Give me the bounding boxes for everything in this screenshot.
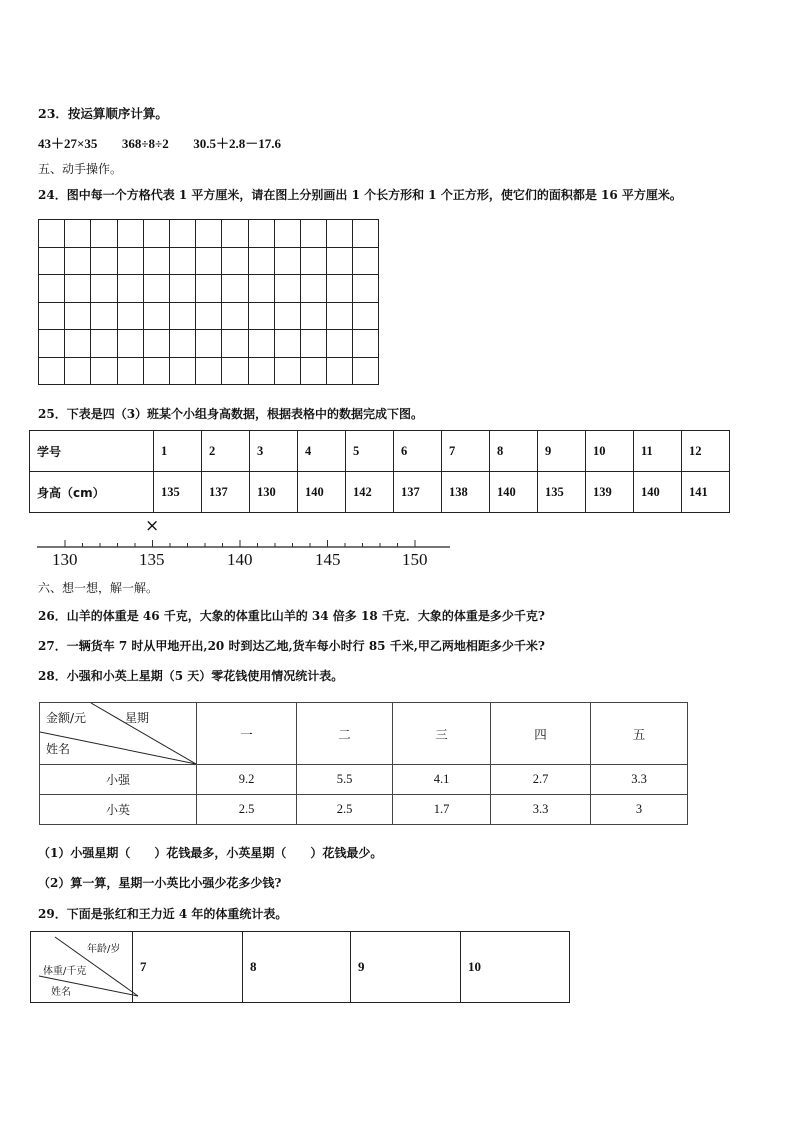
cell-height: 137	[202, 472, 250, 513]
grid-cell[interactable]	[300, 220, 326, 248]
cell-value: 2.5	[297, 795, 393, 825]
grid-cell[interactable]	[353, 220, 379, 248]
grid-cell[interactable]	[274, 275, 300, 303]
q27-text: 27．一辆货车 7 时从甲地开出,20 时到达乙地,货车每小时行 85 千米,甲乙两地相距多少千米?	[38, 639, 545, 653]
age-header: 8	[243, 932, 351, 1003]
grid-cell[interactable]	[39, 220, 65, 248]
cell-height: 135	[154, 472, 202, 513]
q28-subquestion-1: （1）小强星期（ ）花钱最多，小英星期（ ）花钱最少。	[38, 846, 383, 860]
grid-cell[interactable]	[222, 275, 248, 303]
grid-row	[39, 220, 379, 248]
grid-cell[interactable]	[65, 357, 91, 385]
grid-cell[interactable]	[65, 302, 91, 330]
row-label-id: 学号	[30, 431, 154, 472]
table-row-ids	[30, 431, 730, 472]
grid-cell[interactable]	[143, 330, 169, 358]
table-row	[40, 765, 688, 795]
cell-height: 138	[442, 472, 490, 513]
cell-id: 3	[250, 431, 298, 472]
corner-label-name: 姓名	[51, 987, 71, 998]
cell-id: 8	[490, 431, 538, 472]
grid-cell[interactable]	[327, 302, 353, 330]
cell-id: 12	[682, 431, 730, 472]
cell-height: 139	[586, 472, 634, 513]
q23-expression-2: 368÷8÷2	[121, 136, 169, 151]
cell-value: 5.5	[297, 765, 393, 795]
cell-id: 9	[538, 431, 586, 472]
table-row-heights	[30, 472, 730, 513]
cell-value: 3.3	[591, 765, 688, 795]
day-header: 五	[591, 703, 688, 765]
corner-label-name: 姓名	[46, 742, 71, 756]
grid-cell[interactable]	[300, 357, 326, 385]
grid-cell[interactable]	[248, 330, 274, 358]
cell-height: 130	[250, 472, 298, 513]
table-header-row	[31, 932, 570, 1003]
grid-cell[interactable]	[353, 275, 379, 303]
grid-cell[interactable]	[169, 220, 195, 248]
grid-cell[interactable]	[353, 247, 379, 275]
grid-cell[interactable]	[353, 357, 379, 385]
grid-cell[interactable]	[143, 247, 169, 275]
grid-cell[interactable]	[91, 302, 117, 330]
grid-cell[interactable]	[91, 275, 117, 303]
grid-cell[interactable]	[327, 275, 353, 303]
q23-expression-1: 43＋27×35	[38, 136, 98, 151]
day-header: 三	[393, 703, 491, 765]
tick-label-140: 140	[227, 550, 253, 569]
corner-label-amount: 金额/元	[46, 711, 87, 725]
grid-cell[interactable]	[196, 302, 222, 330]
corner-label-weekday: 星期	[125, 711, 150, 725]
q28-title: 28．小强和小英上星期（5 天）零花钱使用情况统计表。	[38, 669, 344, 683]
q26-text: 26．山羊的体重是 46 千克，大象的体重比山羊的 34 倍多 18 千克．大象的体重是多少千克?	[38, 609, 545, 623]
cell-id: 1	[154, 431, 202, 472]
grid-cell[interactable]	[274, 220, 300, 248]
corner-header-cell	[40, 703, 197, 765]
grid-cell[interactable]	[143, 275, 169, 303]
grid-cell[interactable]	[143, 302, 169, 330]
grid-cell[interactable]	[117, 247, 143, 275]
grid-cell[interactable]	[274, 357, 300, 385]
grid-cell[interactable]	[91, 330, 117, 358]
grid-cell[interactable]	[327, 220, 353, 248]
grid-cell[interactable]	[169, 247, 195, 275]
grid-cell[interactable]	[39, 302, 65, 330]
cell-height: 141	[682, 472, 730, 513]
grid-cell[interactable]	[117, 330, 143, 358]
height-table	[29, 430, 730, 513]
q28-subquestion-2: （2）算一算，星期一小英比小强少花多少钱?	[38, 876, 282, 890]
grid-cell[interactable]	[300, 330, 326, 358]
grid-row	[39, 357, 379, 385]
grid-cell[interactable]	[91, 357, 117, 385]
cell-value: 3	[591, 795, 688, 825]
grid-cell[interactable]	[196, 247, 222, 275]
grid-cell[interactable]	[117, 220, 143, 248]
grid-cell[interactable]	[248, 220, 274, 248]
cell-height: 140	[634, 472, 682, 513]
grid-cell[interactable]	[353, 302, 379, 330]
corner-label-weight: 体重/千克	[43, 966, 87, 977]
grid-cell[interactable]	[274, 247, 300, 275]
grid-cell[interactable]	[39, 275, 65, 303]
section-5-heading: 五、动手操作。	[38, 162, 123, 176]
grid-cell[interactable]	[300, 302, 326, 330]
day-header: 二	[297, 703, 393, 765]
weight-table	[30, 931, 570, 1003]
cell-value: 2.5	[197, 795, 297, 825]
table-header-row	[40, 703, 688, 765]
grid-cell[interactable]	[248, 302, 274, 330]
grid-cell[interactable]	[91, 247, 117, 275]
grid-cell[interactable]	[196, 330, 222, 358]
grid-cell[interactable]	[196, 220, 222, 248]
age-header: 10	[461, 932, 570, 1003]
cell-height: 140	[490, 472, 538, 513]
grid-cell[interactable]	[274, 302, 300, 330]
q23-expressions	[38, 136, 281, 152]
cell-value: 2.7	[491, 765, 591, 795]
table-row	[40, 795, 688, 825]
grid-cell[interactable]	[169, 302, 195, 330]
tick-label-145: 145	[315, 550, 341, 569]
grid-row	[39, 275, 379, 303]
grid-cell[interactable]	[327, 330, 353, 358]
row-name: 小英	[40, 795, 197, 825]
q24-title: 24．图中每一个方格代表 1 平方厘米，请在图上分别画出 1 个长方形和 1 个正方形，使它们的面积都是 16 平方厘米。	[38, 188, 682, 202]
cross-mark-icon: ×	[145, 516, 160, 536]
q23-title: 23．按运算顺序计算。	[38, 106, 168, 121]
tick-label-130: 130	[52, 550, 78, 569]
grid-cell[interactable]	[248, 247, 274, 275]
grid-cell[interactable]	[327, 247, 353, 275]
cell-id: 11	[634, 431, 682, 472]
grid-cell[interactable]	[353, 330, 379, 358]
day-header: 一	[197, 703, 297, 765]
age-header: 9	[351, 932, 461, 1003]
day-header: 四	[491, 703, 591, 765]
grid-cell[interactable]	[169, 330, 195, 358]
cell-id: 6	[394, 431, 442, 472]
grid-cell[interactable]	[300, 275, 326, 303]
grid-cell[interactable]	[117, 357, 143, 385]
grid-cell[interactable]	[222, 247, 248, 275]
grid-row	[39, 247, 379, 275]
grid-cell[interactable]	[169, 275, 195, 303]
grid-cell[interactable]	[91, 220, 117, 248]
grid-cell[interactable]	[39, 330, 65, 358]
grid-cell[interactable]	[274, 330, 300, 358]
grid-cell[interactable]	[248, 275, 274, 303]
cell-height: 140	[298, 472, 346, 513]
grid-cell[interactable]	[222, 220, 248, 248]
grid-cell[interactable]	[117, 275, 143, 303]
cell-id: 10	[586, 431, 634, 472]
cell-value: 4.1	[393, 765, 491, 795]
grid-cell[interactable]	[222, 330, 248, 358]
allowance-table	[39, 702, 688, 825]
grid-cell[interactable]	[65, 247, 91, 275]
grid-cell[interactable]	[196, 275, 222, 303]
grid-cell[interactable]	[65, 330, 91, 358]
cell-value: 1.7	[393, 795, 491, 825]
grid-cell[interactable]	[39, 247, 65, 275]
grid-cell[interactable]	[327, 357, 353, 385]
q23-expression-3: 30.5＋2.8－17.6	[193, 136, 281, 151]
cell-value: 3.3	[491, 795, 591, 825]
cell-id: 4	[298, 431, 346, 472]
grid-cell[interactable]	[143, 357, 169, 385]
grid-cell[interactable]	[248, 357, 274, 385]
corner-label-age: 年龄/岁	[87, 944, 121, 955]
grid-cell[interactable]	[143, 220, 169, 248]
cell-height: 142	[346, 472, 394, 513]
grid-row	[39, 302, 379, 330]
cell-id: 7	[442, 431, 490, 472]
row-label-height: 身高（cm）	[30, 472, 154, 513]
q29-title: 29．下面是张红和王力近 4 年的体重统计表。	[38, 907, 288, 921]
grid-cell[interactable]	[222, 302, 248, 330]
square-grid[interactable]	[38, 219, 379, 385]
cell-height: 137	[394, 472, 442, 513]
grid-cell[interactable]	[39, 357, 65, 385]
cell-id: 5	[346, 431, 394, 472]
row-name: 小强	[40, 765, 197, 795]
number-line[interactable]	[0, 515, 470, 575]
grid-cell[interactable]	[169, 357, 195, 385]
section-6-heading: 六、想一想，解一解。	[38, 581, 159, 595]
grid-row	[39, 330, 379, 358]
cell-value: 9.2	[197, 765, 297, 795]
grid-cell[interactable]	[65, 275, 91, 303]
corner-header-cell	[31, 932, 133, 1003]
grid-cell[interactable]	[117, 302, 143, 330]
grid-cell[interactable]	[300, 247, 326, 275]
grid-cell[interactable]	[65, 220, 91, 248]
cell-id: 2	[202, 431, 250, 472]
q25-title: 25．下表是四（3）班某个小组身高数据，根据表格中的数据完成下图。	[38, 407, 424, 421]
age-header: 7	[133, 932, 243, 1003]
tick-label-135: 135	[139, 550, 165, 569]
cell-height: 135	[538, 472, 586, 513]
grid-cell[interactable]	[196, 357, 222, 385]
tick-label-150: 150	[402, 550, 428, 569]
grid-cell[interactable]	[222, 357, 248, 385]
